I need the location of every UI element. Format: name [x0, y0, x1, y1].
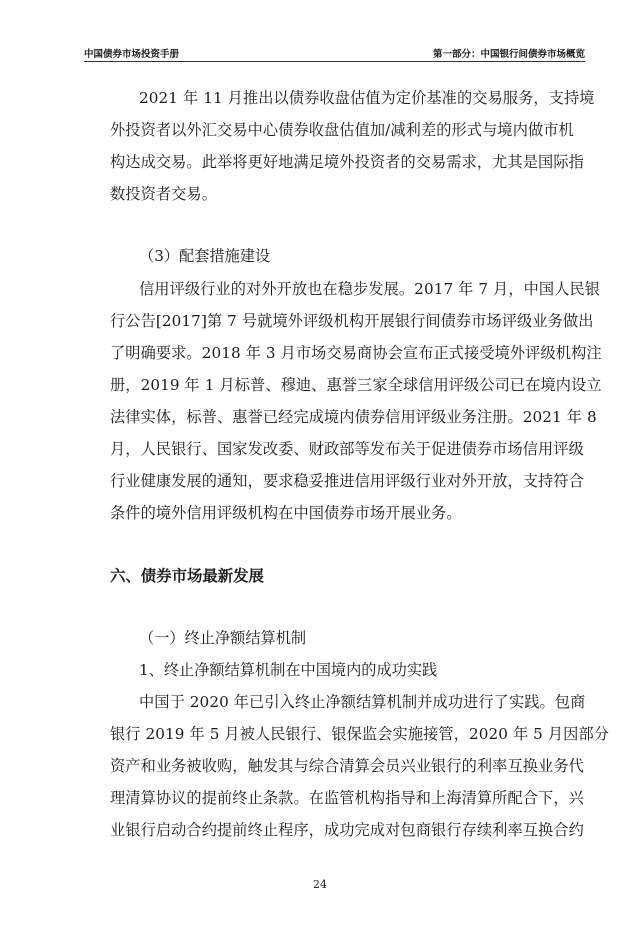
paragraph-line: 法律实体，标普、惠誉已经完成境内债券信用评级业务注册。2021 年 8: [110, 408, 597, 426]
chapter-heading: 六、债券市场最新发展: [110, 567, 264, 585]
paragraph-line: 构达成交易。此举将更好地满足境外投资者的交易需求，尤其是国际指: [110, 153, 584, 171]
paragraph-line: 信用评级行业的对外开放也在稳步发展。2017 年 7 月，中国人民银: [139, 280, 601, 298]
paragraph-line: 了明确要求。2018 年 3 月市场交易商协会宣布正式接受境外评级机构注: [110, 344, 602, 362]
paragraph-line: 理清算协议的提前终止条款。在监管机构指导和上海清算所配合下，兴: [110, 789, 584, 807]
paragraph-line: 行公告[2017]第 7 号就境外评级机构开展银行间债券市场评级业务做出: [110, 312, 594, 330]
paragraph-line: 行业健康发展的通知，要求稳妥推进信用评级行业对外开放，支持符合: [110, 472, 584, 490]
page-number: 24: [313, 878, 327, 891]
paragraph-line: 外投资者以外汇交易中心债券收盘估值加/减利差的形式与境内做市机: [110, 121, 574, 139]
paragraph-line: 业银行启动合约提前终止程序，成功完成对包商银行存续利率互换合约: [110, 821, 584, 839]
paragraph-line: 条件的境外信用评级机构在中国债券市场开展业务。: [110, 504, 462, 522]
paragraph-line: 中国于 2020 年已引入终止净额结算机制并成功进行了实践。包商: [139, 693, 586, 711]
paragraph-line: 2021 年 11 月推出以债券收盘估值为定价基准的交易服务，支持境: [139, 89, 595, 107]
header-divider: [84, 61, 585, 62]
paragraph-line: 银行 2019 年 5 月被人民银行、银保监会实施接管，2020 年 5 月因部分: [110, 725, 610, 743]
paragraph-line: 资产和业务被收购，触发其与综合清算会员兴业银行的利率互换业务代: [110, 757, 584, 775]
paragraph-line: 册，2019 年 1 月标普、穆迪、惠誉三家全球信用评级公司已在境内设立: [110, 376, 602, 394]
paragraph-line: 月，人民银行、国家发改委、财政部等发布关于促进债券市场信用评级: [110, 440, 584, 458]
paragraph-line: 数投资者交易。: [110, 185, 218, 203]
subsection-heading: （一）终止净额结算机制: [139, 629, 307, 647]
header-section-title: 第一部分：中国银行间债券市场概览: [432, 49, 585, 60]
item-heading: 1、终止净额结算机制在中国境内的成功实践: [139, 661, 438, 679]
section-heading: （3）配套措施建设: [139, 247, 271, 265]
header-book-title: 中国债券市场投资手册: [84, 49, 180, 60]
